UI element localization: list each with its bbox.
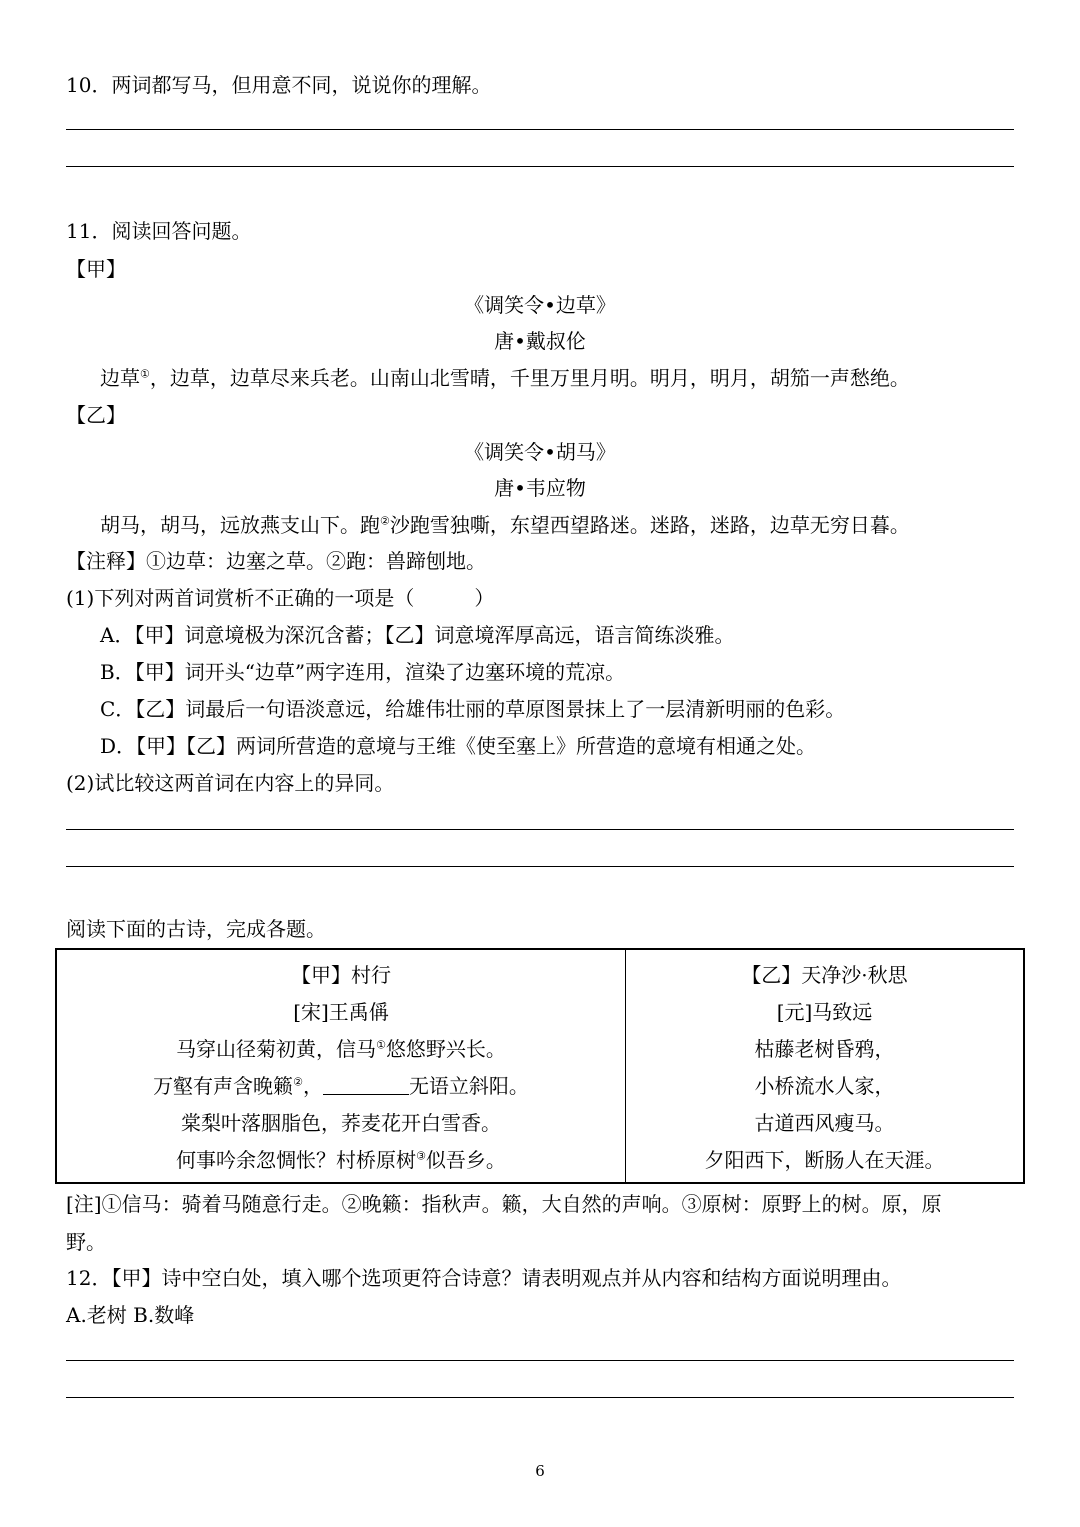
page-number: 6 bbox=[535, 1462, 545, 1480]
answer-line[interactable] bbox=[66, 1397, 1014, 1398]
option-b[interactable]: B．【甲】词开头“边草”两字连用，渲染了边塞环境的荒凉。 bbox=[100, 660, 626, 684]
poem2-text: 胡马，胡马，远放燕支山下。跑②沙跑雪独嘶，东望西望路迷。迷路，迷路，边草无穷日暮。 bbox=[100, 513, 910, 537]
poem-left-column bbox=[57, 950, 625, 1182]
annotation: 【注释】①边草：边塞之草。②跑：兽蹄刨地。 bbox=[66, 549, 486, 573]
poem-left-line-4: 何事吟余忽惆怅？村桥原树③似吾乡。 bbox=[176, 1148, 506, 1172]
poem-notes-line-1: [注]①信马：骑着马随意行走。②晚籁：指秋声。籁，大自然的声响。③原树：原野上的树。原，原 bbox=[66, 1192, 942, 1216]
label-yi: 【乙】 bbox=[66, 403, 126, 427]
answer-line[interactable] bbox=[66, 1360, 1014, 1361]
poem-right-line-1: 枯藤老树昏鸦， bbox=[754, 1037, 895, 1061]
sub-question-2: (2)试比较这两首词在内容上的异同。 bbox=[66, 771, 395, 795]
poem-right-column bbox=[626, 950, 1023, 1182]
poem2-title: 《调笑令•胡马》 bbox=[464, 440, 616, 464]
poem-right-line-3: 古道西风瘦马。 bbox=[754, 1111, 895, 1135]
answer-line[interactable] bbox=[66, 866, 1014, 867]
question-11: 11．阅读回答问题。 bbox=[66, 219, 252, 243]
poem-notes-line-2: 野。 bbox=[66, 1230, 106, 1254]
note-marker: ② bbox=[380, 514, 390, 528]
poem-right-author: [元]马致远 bbox=[776, 1000, 873, 1024]
fill-blank[interactable] bbox=[323, 1074, 409, 1095]
question-12-options: A.老树 B.数峰 bbox=[66, 1303, 195, 1327]
poem1-title: 《调笑令•边草》 bbox=[464, 293, 616, 317]
question-12: 12．【甲】诗中空白处，填入哪个选项更符合诗意？请表明观点并从内容和结构方面说明理由。 bbox=[66, 1266, 902, 1290]
poem-left-line-1: 马穿山径菊初黄，信马①悠悠野兴长。 bbox=[176, 1037, 506, 1061]
section-intro: 阅读下面的古诗，完成各题。 bbox=[66, 917, 326, 941]
poem1-author: 唐•戴叔伦 bbox=[494, 329, 586, 353]
note-marker: ① bbox=[140, 367, 150, 381]
poem-left-title: 【甲】村行 bbox=[291, 963, 391, 987]
sub-question-1: (1)下列对两首词赏析不正确的一项是（ ） bbox=[66, 586, 495, 610]
poem1-text: 边草①，边草，边草尽来兵老。山南山北雪晴，千里万里月明。明月，明月，胡笳一声愁绝。 bbox=[100, 366, 910, 390]
poem-left-author: [宋]王禹偁 bbox=[293, 1000, 389, 1024]
label-jia: 【甲】 bbox=[66, 257, 126, 281]
poem-left-line-2: 万壑有声含晚籁②， 无语立斜阳。 bbox=[153, 1074, 529, 1098]
answer-line[interactable] bbox=[66, 829, 1014, 830]
option-a[interactable]: A．【甲】词意境极为深沉含蓄；【乙】词意境浑厚高远，语言简练淡雅。 bbox=[100, 623, 735, 647]
poem-right-line-4: 夕阳西下，断肠人在天涯。 bbox=[704, 1148, 945, 1172]
poem-right-title: 【乙】天净沙·秋思 bbox=[741, 963, 908, 987]
poem-left-line-3: 棠梨叶落胭脂色，荞麦花开白雪香。 bbox=[181, 1111, 501, 1135]
poem2-author: 唐•韦应物 bbox=[494, 476, 586, 500]
poem-right-line-2: 小桥流水人家， bbox=[754, 1074, 895, 1098]
option-c[interactable]: C．【乙】词最后一句语淡意远，给雄伟壮丽的草原图景抹上了一层清新明丽的色彩。 bbox=[100, 697, 846, 721]
poem-table bbox=[55, 948, 1025, 1184]
answer-line[interactable] bbox=[66, 166, 1014, 167]
answer-line[interactable] bbox=[66, 129, 1014, 130]
option-d[interactable]: D．【甲】【乙】两词所营造的意境与王维《使至塞上》所营造的意境有相通之处。 bbox=[100, 734, 817, 758]
question-10: 10．两词都写马，但用意不同，说说你的理解。 bbox=[66, 73, 492, 97]
